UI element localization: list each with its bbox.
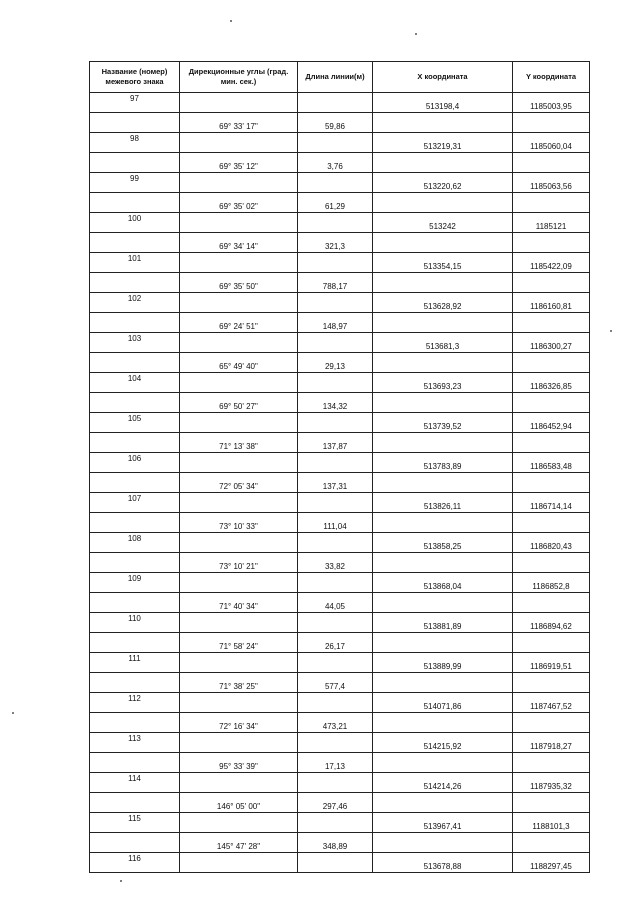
cell-line-length: 348,89	[298, 833, 373, 853]
cell-line-length: 297,46	[298, 793, 373, 813]
cell-x-coordinate: 513628,92	[373, 293, 513, 313]
marker-row	[90, 613, 590, 633]
cell-x-coordinate	[373, 153, 513, 173]
cell-y-coordinate: 1185121	[513, 213, 590, 233]
cell-line-length	[298, 93, 373, 113]
cell-line-length	[298, 413, 373, 433]
cell-line-length	[298, 733, 373, 753]
cell-direction-angle: 73° 10' 21"	[180, 553, 298, 573]
marker-row	[90, 733, 590, 753]
cell-line-length	[298, 813, 373, 833]
cell-y-coordinate	[513, 273, 590, 293]
cell-x-coordinate	[373, 833, 513, 853]
cell-direction-angle: 72° 05' 34"	[180, 473, 298, 493]
segment-row	[90, 273, 590, 293]
cell-x-coordinate	[373, 713, 513, 733]
cell-x-coordinate	[373, 753, 513, 773]
cell-x-coordinate	[373, 513, 513, 533]
cell-marker-name: 101	[90, 253, 180, 273]
cell-marker-name	[90, 753, 180, 773]
cell-line-length: 3,76	[298, 153, 373, 173]
segment-row	[90, 633, 590, 653]
cell-direction-angle	[180, 213, 298, 233]
cell-y-coordinate	[513, 553, 590, 573]
cell-direction-angle: 72° 16' 34"	[180, 713, 298, 733]
cell-direction-angle	[180, 773, 298, 793]
cell-y-coordinate	[513, 233, 590, 253]
cell-x-coordinate	[373, 473, 513, 493]
cell-marker-name	[90, 273, 180, 293]
cell-x-coordinate	[373, 433, 513, 453]
cell-direction-angle	[180, 853, 298, 873]
cell-marker-name: 102	[90, 293, 180, 313]
cell-marker-name	[90, 113, 180, 133]
cell-marker-name: 100	[90, 213, 180, 233]
cell-y-coordinate: 1185422,09	[513, 253, 590, 273]
cell-x-coordinate	[373, 793, 513, 813]
cell-line-length	[298, 133, 373, 153]
cell-line-length: 33,82	[298, 553, 373, 573]
header-direction-angle: Дирекционные углы (град. мин. сек.)	[180, 62, 298, 93]
segment-row	[90, 673, 590, 693]
cell-marker-name: 109	[90, 573, 180, 593]
marker-row	[90, 533, 590, 553]
cell-direction-angle: 69° 35' 50"	[180, 273, 298, 293]
scan-speck	[230, 20, 232, 22]
cell-x-coordinate	[373, 313, 513, 333]
cell-marker-name: 114	[90, 773, 180, 793]
table-body	[90, 93, 590, 873]
cell-y-coordinate: 1187467,52	[513, 693, 590, 713]
cell-direction-angle	[180, 293, 298, 313]
cell-marker-name	[90, 793, 180, 813]
cell-marker-name: 107	[90, 493, 180, 513]
cell-y-coordinate: 1186919,51	[513, 653, 590, 673]
cell-x-coordinate: 513967,41	[373, 813, 513, 833]
marker-row	[90, 773, 590, 793]
cell-marker-name	[90, 233, 180, 253]
cell-y-coordinate: 1186160,81	[513, 293, 590, 313]
cell-y-coordinate: 1188297,45	[513, 853, 590, 873]
cell-line-length	[298, 253, 373, 273]
segment-row	[90, 513, 590, 533]
cell-line-length: 148,97	[298, 313, 373, 333]
cell-y-coordinate	[513, 473, 590, 493]
cell-direction-angle: 146° 05' 00"	[180, 793, 298, 813]
segment-row	[90, 753, 590, 773]
marker-row	[90, 253, 590, 273]
marker-row	[90, 413, 590, 433]
cell-y-coordinate	[513, 313, 590, 333]
cell-y-coordinate: 1188101,3	[513, 813, 590, 833]
cell-y-coordinate	[513, 633, 590, 653]
cell-line-length	[298, 373, 373, 393]
cell-y-coordinate	[513, 353, 590, 373]
cell-x-coordinate: 513868,04	[373, 573, 513, 593]
cell-marker-name: 110	[90, 613, 180, 633]
segment-row	[90, 233, 590, 253]
cell-y-coordinate	[513, 793, 590, 813]
cell-marker-name	[90, 193, 180, 213]
cell-x-coordinate: 514214,26	[373, 773, 513, 793]
table-header-row	[90, 62, 590, 93]
cell-direction-angle	[180, 533, 298, 553]
cell-marker-name	[90, 633, 180, 653]
cell-marker-name: 116	[90, 853, 180, 873]
cell-x-coordinate: 513681,3	[373, 333, 513, 353]
marker-row	[90, 173, 590, 193]
marker-row	[90, 93, 590, 113]
cell-x-coordinate: 513826,11	[373, 493, 513, 513]
cell-marker-name: 115	[90, 813, 180, 833]
cell-x-coordinate: 514071,86	[373, 693, 513, 713]
cell-y-coordinate	[513, 153, 590, 173]
cell-marker-name	[90, 713, 180, 733]
marker-row	[90, 693, 590, 713]
cell-x-coordinate	[373, 273, 513, 293]
cell-direction-angle	[180, 373, 298, 393]
cell-direction-angle: 71° 40' 34"	[180, 593, 298, 613]
cell-line-length: 111,04	[298, 513, 373, 533]
cell-line-length: 788,17	[298, 273, 373, 293]
cell-y-coordinate: 1185060,04	[513, 133, 590, 153]
cell-line-length	[298, 293, 373, 313]
cell-y-coordinate	[513, 593, 590, 613]
cell-marker-name	[90, 313, 180, 333]
marker-row	[90, 653, 590, 673]
segment-row	[90, 353, 590, 373]
marker-row	[90, 853, 590, 873]
marker-row	[90, 813, 590, 833]
cell-line-length	[298, 573, 373, 593]
segment-row	[90, 713, 590, 733]
cell-x-coordinate	[373, 233, 513, 253]
cell-line-length	[298, 533, 373, 553]
cell-line-length: 473,21	[298, 713, 373, 733]
cell-x-coordinate: 514215,92	[373, 733, 513, 753]
segment-row	[90, 833, 590, 853]
cell-direction-angle: 71° 13' 38"	[180, 433, 298, 453]
cell-y-coordinate: 1186452,94	[513, 413, 590, 433]
cell-x-coordinate	[373, 673, 513, 693]
cell-direction-angle	[180, 413, 298, 433]
cell-y-coordinate: 1185003,95	[513, 93, 590, 113]
header-line-length: Длина линии(м)	[298, 62, 373, 93]
cell-direction-angle	[180, 613, 298, 633]
cell-line-length: 17,13	[298, 753, 373, 773]
cell-y-coordinate: 1187935,32	[513, 773, 590, 793]
cell-x-coordinate	[373, 553, 513, 573]
cell-direction-angle	[180, 253, 298, 273]
cell-direction-angle	[180, 453, 298, 473]
cell-direction-angle	[180, 173, 298, 193]
marker-row	[90, 373, 590, 393]
marker-row	[90, 453, 590, 473]
cell-line-length	[298, 613, 373, 633]
cell-y-coordinate	[513, 113, 590, 133]
cell-y-coordinate: 1186820,43	[513, 533, 590, 553]
cell-line-length: 137,87	[298, 433, 373, 453]
cell-marker-name	[90, 673, 180, 693]
cell-direction-angle	[180, 733, 298, 753]
scan-speck	[415, 33, 417, 35]
cell-direction-angle	[180, 653, 298, 673]
cell-x-coordinate: 513881,89	[373, 613, 513, 633]
cell-x-coordinate: 513242	[373, 213, 513, 233]
cell-x-coordinate: 513219,31	[373, 133, 513, 153]
cell-x-coordinate	[373, 113, 513, 133]
cell-marker-name: 103	[90, 333, 180, 353]
segment-row	[90, 313, 590, 333]
cell-line-length: 26,17	[298, 633, 373, 653]
cell-line-length: 137,31	[298, 473, 373, 493]
cell-x-coordinate	[373, 593, 513, 613]
cell-marker-name	[90, 433, 180, 453]
segment-row	[90, 473, 590, 493]
cell-x-coordinate: 513678,88	[373, 853, 513, 873]
cell-direction-angle: 73° 10' 33"	[180, 513, 298, 533]
cell-marker-name: 104	[90, 373, 180, 393]
segment-row	[90, 593, 590, 613]
cell-y-coordinate: 1186583,48	[513, 453, 590, 473]
cell-y-coordinate: 1185063,56	[513, 173, 590, 193]
marker-row	[90, 333, 590, 353]
cell-direction-angle: 71° 38' 25"	[180, 673, 298, 693]
cell-y-coordinate: 1186714,14	[513, 493, 590, 513]
scan-speck	[610, 330, 612, 332]
cell-line-length	[298, 213, 373, 233]
header-marker-name: Название (номер) межевого знака	[90, 62, 180, 93]
cell-marker-name: 112	[90, 693, 180, 713]
cell-direction-angle: 95° 33' 39"	[180, 753, 298, 773]
cell-x-coordinate: 513739,52	[373, 413, 513, 433]
cell-marker-name	[90, 393, 180, 413]
cell-x-coordinate: 513889,99	[373, 653, 513, 673]
cell-x-coordinate	[373, 353, 513, 373]
segment-row	[90, 153, 590, 173]
cell-marker-name: 108	[90, 533, 180, 553]
cell-y-coordinate: 1186852,8	[513, 573, 590, 593]
cell-marker-name	[90, 553, 180, 573]
cell-line-length: 59,86	[298, 113, 373, 133]
scan-speck	[12, 712, 14, 714]
cell-marker-name: 105	[90, 413, 180, 433]
marker-row	[90, 213, 590, 233]
cell-y-coordinate	[513, 753, 590, 773]
scan-speck	[120, 880, 122, 882]
cell-direction-angle: 69° 35' 02"	[180, 193, 298, 213]
cell-x-coordinate: 513783,89	[373, 453, 513, 473]
cell-y-coordinate: 1186894,62	[513, 613, 590, 633]
cell-x-coordinate	[373, 633, 513, 653]
cell-marker-name: 97	[90, 93, 180, 113]
cell-marker-name	[90, 473, 180, 493]
cell-marker-name: 99	[90, 173, 180, 193]
cell-y-coordinate: 1186300,27	[513, 333, 590, 353]
cell-direction-angle	[180, 133, 298, 153]
cell-line-length: 321,3	[298, 233, 373, 253]
cell-line-length	[298, 853, 373, 873]
cell-marker-name	[90, 353, 180, 373]
marker-row	[90, 133, 590, 153]
cell-y-coordinate: 1187918,27	[513, 733, 590, 753]
segment-row	[90, 113, 590, 133]
cell-marker-name: 113	[90, 733, 180, 753]
marker-row	[90, 573, 590, 593]
segment-row	[90, 553, 590, 573]
cell-marker-name: 98	[90, 133, 180, 153]
cell-direction-angle	[180, 93, 298, 113]
cell-y-coordinate: 1186326,85	[513, 373, 590, 393]
header-y-coordinate: Y координата	[513, 62, 590, 93]
cell-y-coordinate	[513, 193, 590, 213]
boundary-coordinates-table	[89, 61, 590, 873]
cell-direction-angle: 69° 34' 14"	[180, 233, 298, 253]
cell-y-coordinate	[513, 833, 590, 853]
cell-line-length	[298, 173, 373, 193]
cell-line-length: 29,13	[298, 353, 373, 373]
cell-line-length	[298, 773, 373, 793]
cell-marker-name	[90, 513, 180, 533]
cell-line-length	[298, 693, 373, 713]
segment-row	[90, 793, 590, 813]
cell-marker-name: 111	[90, 653, 180, 673]
segment-row	[90, 193, 590, 213]
cell-direction-angle: 69° 50' 27"	[180, 393, 298, 413]
cell-y-coordinate	[513, 393, 590, 413]
cell-direction-angle: 65° 49' 40"	[180, 353, 298, 373]
marker-row	[90, 493, 590, 513]
cell-y-coordinate	[513, 513, 590, 533]
cell-line-length	[298, 453, 373, 473]
cell-direction-angle: 69° 35' 12"	[180, 153, 298, 173]
cell-marker-name	[90, 593, 180, 613]
cell-marker-name	[90, 833, 180, 853]
cell-direction-angle	[180, 573, 298, 593]
cell-x-coordinate: 513858,25	[373, 533, 513, 553]
cell-direction-angle: 69° 33' 17"	[180, 113, 298, 133]
cell-y-coordinate	[513, 673, 590, 693]
cell-x-coordinate: 513198,4	[373, 93, 513, 113]
cell-direction-angle	[180, 493, 298, 513]
cell-marker-name: 106	[90, 453, 180, 473]
cell-line-length: 44,05	[298, 593, 373, 613]
header-x-coordinate: X координата	[373, 62, 513, 93]
cell-line-length	[298, 333, 373, 353]
marker-row	[90, 293, 590, 313]
cell-x-coordinate	[373, 393, 513, 413]
cell-line-length: 61,29	[298, 193, 373, 213]
cell-direction-angle	[180, 333, 298, 353]
cell-x-coordinate	[373, 193, 513, 213]
cell-y-coordinate	[513, 713, 590, 733]
cell-direction-angle: 145° 47' 28"	[180, 833, 298, 853]
cell-line-length	[298, 493, 373, 513]
cell-direction-angle: 69° 24' 51"	[180, 313, 298, 333]
segment-row	[90, 433, 590, 453]
cell-direction-angle	[180, 813, 298, 833]
cell-line-length: 134,32	[298, 393, 373, 413]
cell-y-coordinate	[513, 433, 590, 453]
cell-line-length: 577,4	[298, 673, 373, 693]
cell-line-length	[298, 653, 373, 673]
segment-row	[90, 393, 590, 413]
cell-marker-name	[90, 153, 180, 173]
cell-x-coordinate: 513693,23	[373, 373, 513, 393]
cell-direction-angle	[180, 693, 298, 713]
cell-x-coordinate: 513220,62	[373, 173, 513, 193]
cell-x-coordinate: 513354,15	[373, 253, 513, 273]
cell-direction-angle: 71° 58' 24"	[180, 633, 298, 653]
